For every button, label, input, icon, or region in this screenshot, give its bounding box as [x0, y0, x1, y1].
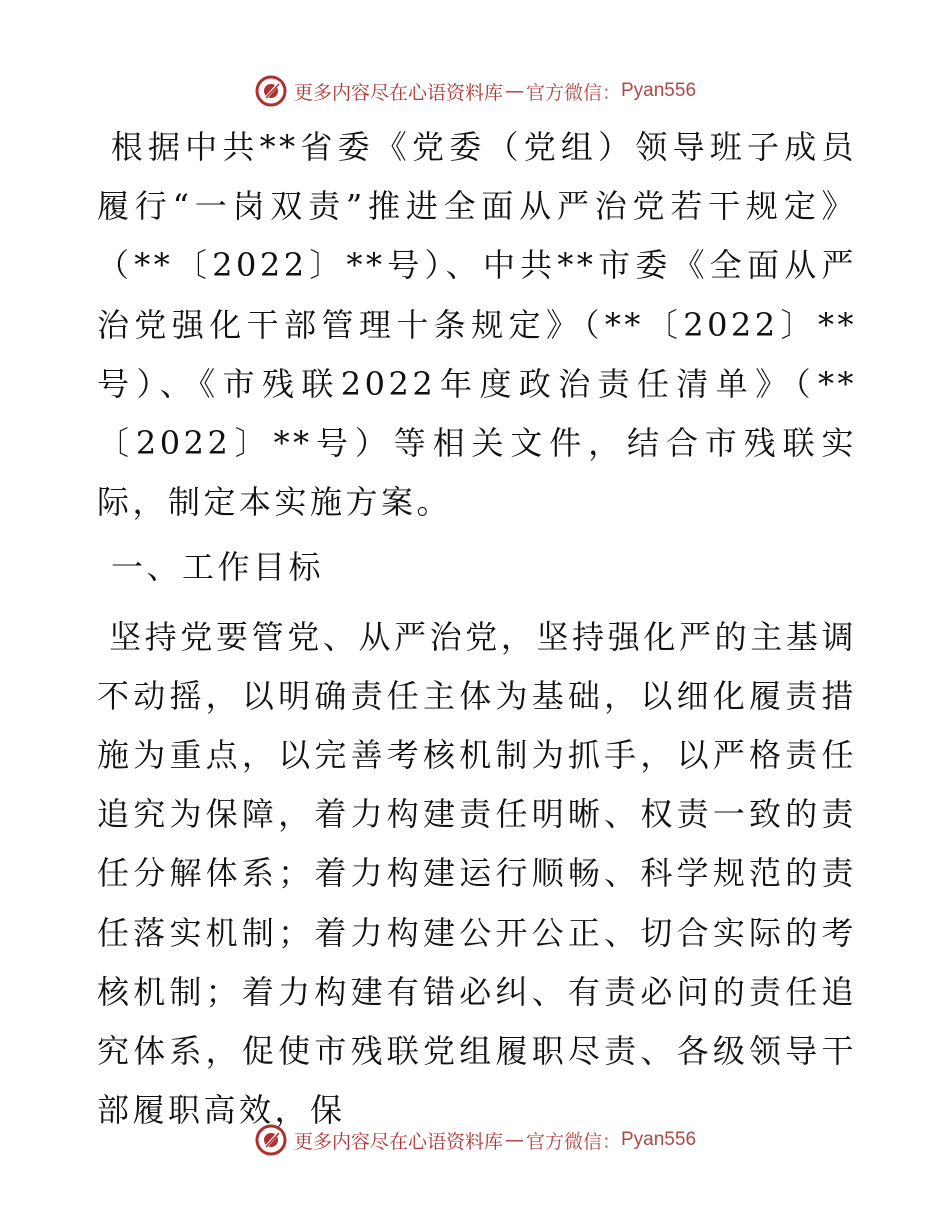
paragraph-goals [97, 608, 857, 1141]
watermark-site-text: 更多内容尽在心语资料库 [293, 81, 503, 104]
watermark-wechat-id: Pyan556 [621, 1129, 697, 1150]
watermark-separator: — [504, 80, 524, 102]
watermark-wechat-id: Pyan556 [621, 80, 697, 101]
logo-icon [254, 1123, 288, 1157]
section-heading-goals: 一、工作目标 [111, 548, 325, 587]
watermark-site-text: 更多内容尽在心语资料库 [293, 1130, 503, 1153]
watermark-separator: — [504, 1129, 524, 1151]
document-body [97, 118, 857, 1140]
watermark-footer [0, 1120, 950, 1160]
paragraph-intro [97, 118, 857, 532]
paragraph-goals-text: 坚持党要管党、从严治党，坚持强化严的主基调不动摇，以明确责任主体为基础，以细化履责措施为重点，以完善考核机制为抓手，以严格责任追究为保障，着力构建责任明晰、权责一致的责任分解体系；着力构建运行顺畅、科学规范的责任落实机制；着力构建公开公正、切合实际的考核机制；着力构建有错必纠、有责必问的责任追究体系，促使市残联党组履职尽责、各级领导干部履职高效，保 [97, 617, 857, 1130]
logo-icon [254, 74, 288, 108]
watermark-header [0, 71, 950, 111]
watermark-wechat-label: 官方微信： [525, 81, 621, 104]
watermark-wechat-label: 官方微信： [525, 1130, 621, 1153]
paragraph-intro-text: 根据中共**省委《党委（党组）领导班子成员履行“一岗双责”推进全面从严治党若干规定》（**〔2022〕**号）、中共**市委《全面从严治党强化干部管理十条规定》（**〔2022〕**号）、《市残联2022年度政治责任清单》（**〔2022〕**号）等相关文件，结合市残联实际，制定本实施方案。 [97, 128, 857, 522]
